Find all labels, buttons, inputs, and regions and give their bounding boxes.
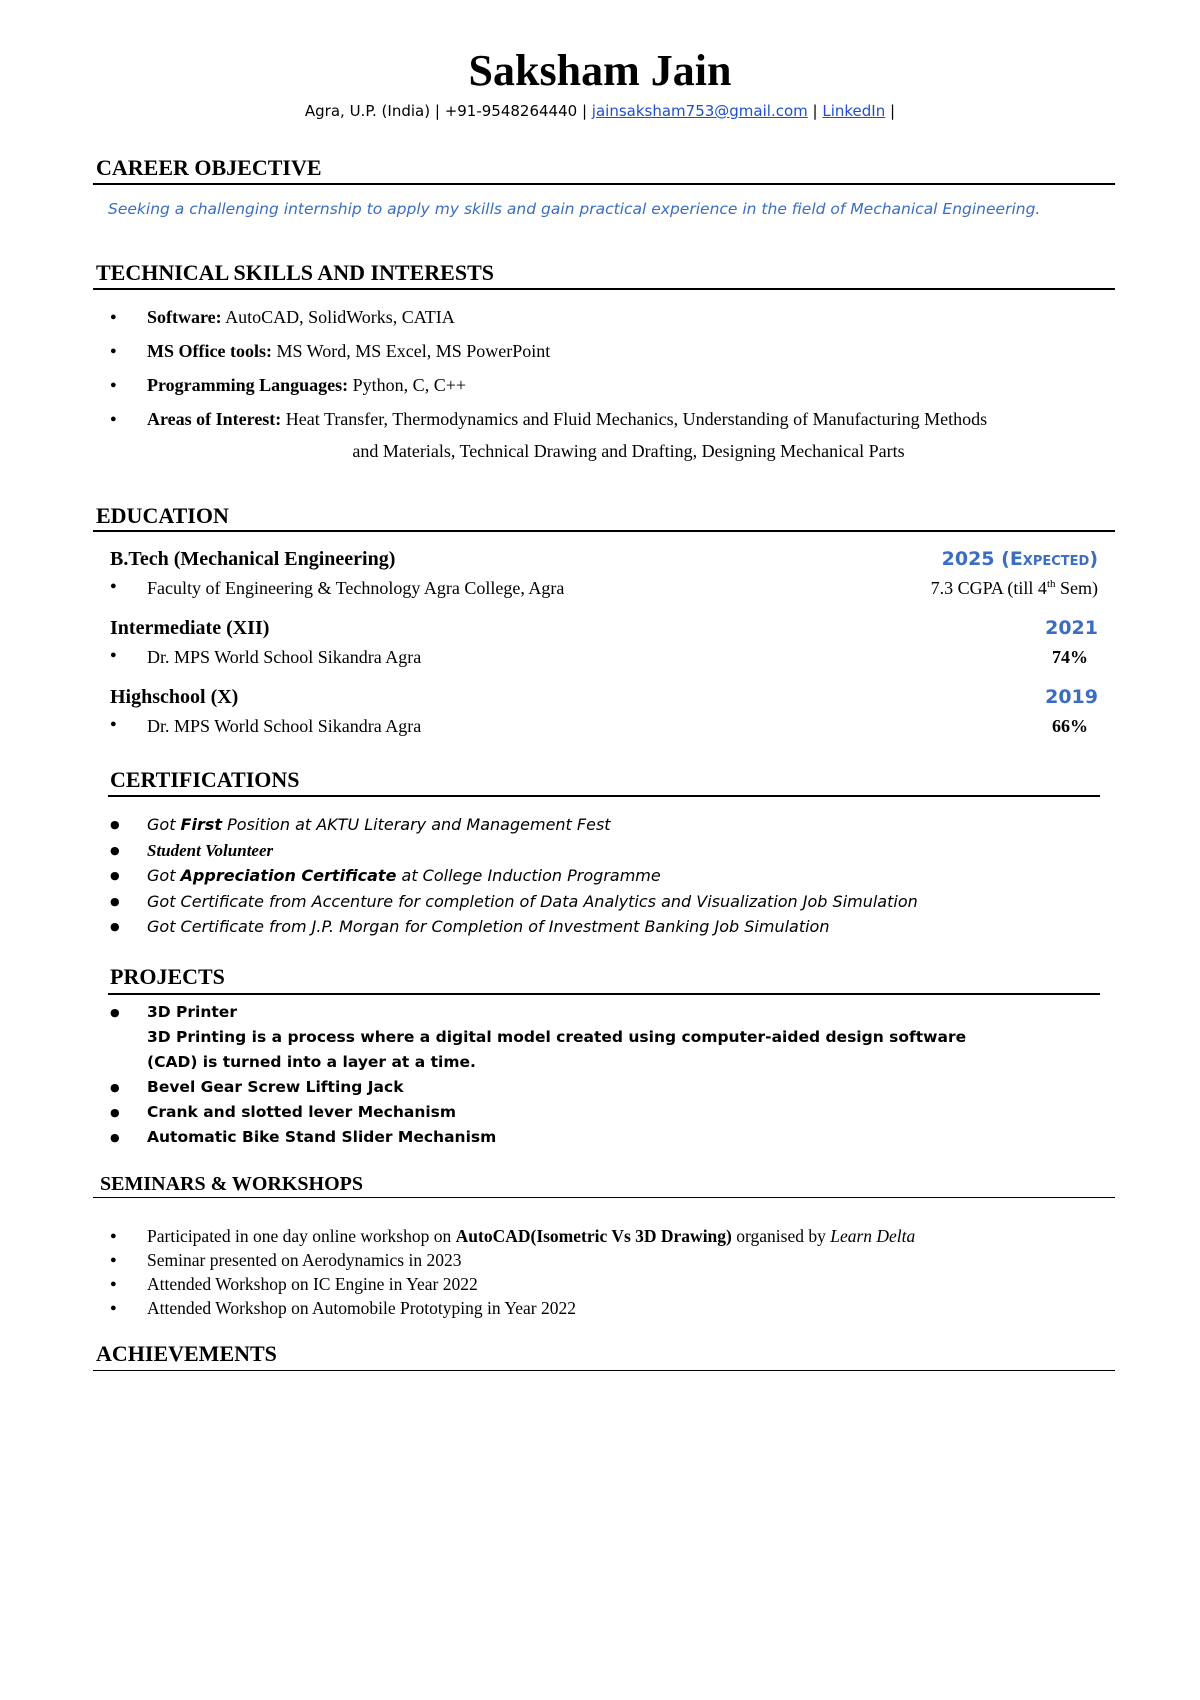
seminar-item: ● Attended Workshop on Automobile Prototyping in Year 2022	[110, 1296, 1110, 1320]
location-text: Agra, U.P. (India) |	[304, 102, 440, 120]
project-name: Bevel Gear Screw Lifting Jack	[147, 1078, 404, 1096]
degree-year: 2021	[1045, 617, 1098, 639]
separator-end: |	[890, 102, 896, 120]
linkedin-link[interactable]: LinkedIn	[822, 102, 886, 120]
seminars-heading: SEMINARS & WORKSHOPS	[100, 1173, 364, 1195]
institution-name: Faculty of Engineering & Technology Agra College, Agra	[147, 578, 565, 598]
bullet-icon: ●	[110, 718, 117, 730]
skill-software	[110, 300, 1110, 334]
certification-item: ● Got Certificate from Accenture for completion of Data Analytics and Visualization Job Simulation	[110, 889, 1110, 915]
contact-line	[0, 100, 1200, 122]
degree-name: Intermediate (XII)	[110, 617, 270, 639]
skill-ms-office	[110, 334, 1110, 368]
education-rule	[93, 530, 1115, 532]
project-item	[110, 1125, 1110, 1150]
seminars-list	[110, 1224, 1110, 1320]
institution-name: Dr. MPS World School Sikandra Agra	[147, 716, 422, 736]
project-item	[110, 1075, 1110, 1100]
certification-item: ● Student Volunteer	[110, 838, 1110, 864]
achievements-heading: ACHIEVEMENTS	[96, 1341, 277, 1366]
skill-programming	[110, 368, 1110, 402]
certifications-list	[110, 812, 1110, 940]
degree-year: 2019	[1045, 686, 1098, 708]
education-entry-highschool	[110, 686, 1098, 744]
email-link[interactable]: jainsaksham753@gmail.com	[591, 102, 808, 120]
education-heading: EDUCATION	[96, 503, 229, 528]
project-name: Crank and slotted lever Mechanism	[147, 1103, 457, 1121]
skills-list	[110, 300, 1110, 466]
project-name: Automatic Bike Stand Slider Mechanism	[147, 1128, 497, 1146]
projects-list	[110, 1000, 1110, 1150]
bullet-icon: ●	[110, 649, 117, 661]
skill-label: Programming Languages:	[147, 375, 349, 395]
skills-rule	[93, 288, 1115, 290]
skill-value-continued: and Materials, Technical Drawing and Drafting, Designing Mechanical Parts	[352, 441, 905, 461]
certifications-heading: CERTIFICATIONS	[110, 767, 300, 792]
seminar-item: ● Attended Workshop on IC Engine in Year 2022	[110, 1272, 1110, 1296]
seminars-rule	[93, 1197, 1115, 1198]
skill-label: MS Office tools:	[147, 341, 272, 361]
education-entry-intermediate	[110, 617, 1098, 675]
certification-item: ● Got Appreciation Certificate at College Induction Programme	[110, 863, 1110, 889]
skill-value: Python, C, C++	[352, 375, 466, 395]
project-item	[110, 1100, 1110, 1125]
certification-item: ● Got First Position at AKTU Literary and Management Fest	[110, 812, 1110, 838]
separator: |	[812, 102, 818, 120]
project-item	[110, 1000, 1110, 1075]
degree-name: B.Tech (Mechanical Engineering)	[110, 548, 396, 570]
certifications-rule	[108, 795, 1100, 797]
phone-text: +91-9548264440 |	[444, 102, 588, 120]
project-description: 3D Printing is a process where a digital model created using computer-aided design software	[147, 1028, 967, 1046]
degree-year: 2025 (Expected)	[941, 548, 1098, 570]
achievements-rule	[93, 1370, 1115, 1371]
skills-heading: TECHNICAL SKILLS AND INTERESTS	[96, 260, 494, 285]
score-text: 74%	[1052, 647, 1088, 667]
seminar-item: ● Participated in one day online workshop on AutoCAD(Isometric Vs 3D Drawing) organised by Learn Delta	[110, 1224, 1110, 1248]
skill-value: MS Word, MS Excel, MS PowerPoint	[276, 341, 551, 361]
skill-areas-of-interest	[110, 402, 1110, 466]
skill-label: Areas of Interest:	[147, 409, 282, 429]
score-text: 66%	[1052, 716, 1088, 736]
project-description-cont: (CAD) is turned into a layer at a time.	[147, 1053, 476, 1071]
skill-value: Heat Transfer, Thermodynamics and Fluid Mechanics, Understanding of Manufacturing Methods	[285, 409, 988, 429]
skill-label: Software:	[147, 307, 222, 327]
project-name: 3D Printer	[147, 1003, 237, 1021]
seminar-item: ● Seminar presented on Aerodynamics in 2023	[110, 1248, 1110, 1272]
bullet-icon: ●	[110, 580, 117, 592]
candidate-name: Saksham Jain	[468, 46, 732, 95]
career-objective-rule	[93, 183, 1115, 185]
career-objective-text: Seeking a challenging internship to apply my skills and gain practical experience in the field of Mechanical Engineering.	[108, 200, 1041, 218]
certification-item: ● Got Certificate from J.P. Morgan for Completion of Investment Banking Job Simulation	[110, 914, 1110, 940]
year-note: (Expected)	[1001, 548, 1098, 570]
score-text: 7.3 CGPA (till 4th Sem)	[930, 578, 1098, 598]
projects-heading: PROJECTS	[110, 964, 225, 989]
skill-value: AutoCAD, SolidWorks, CATIA	[225, 307, 455, 327]
projects-rule	[108, 993, 1100, 995]
institution-name: Dr. MPS World School Sikandra Agra	[147, 647, 422, 667]
career-objective-heading: CAREER OBJECTIVE	[96, 155, 322, 180]
degree-name: Highschool (X)	[110, 686, 239, 708]
education-entry-btech	[110, 548, 1098, 606]
